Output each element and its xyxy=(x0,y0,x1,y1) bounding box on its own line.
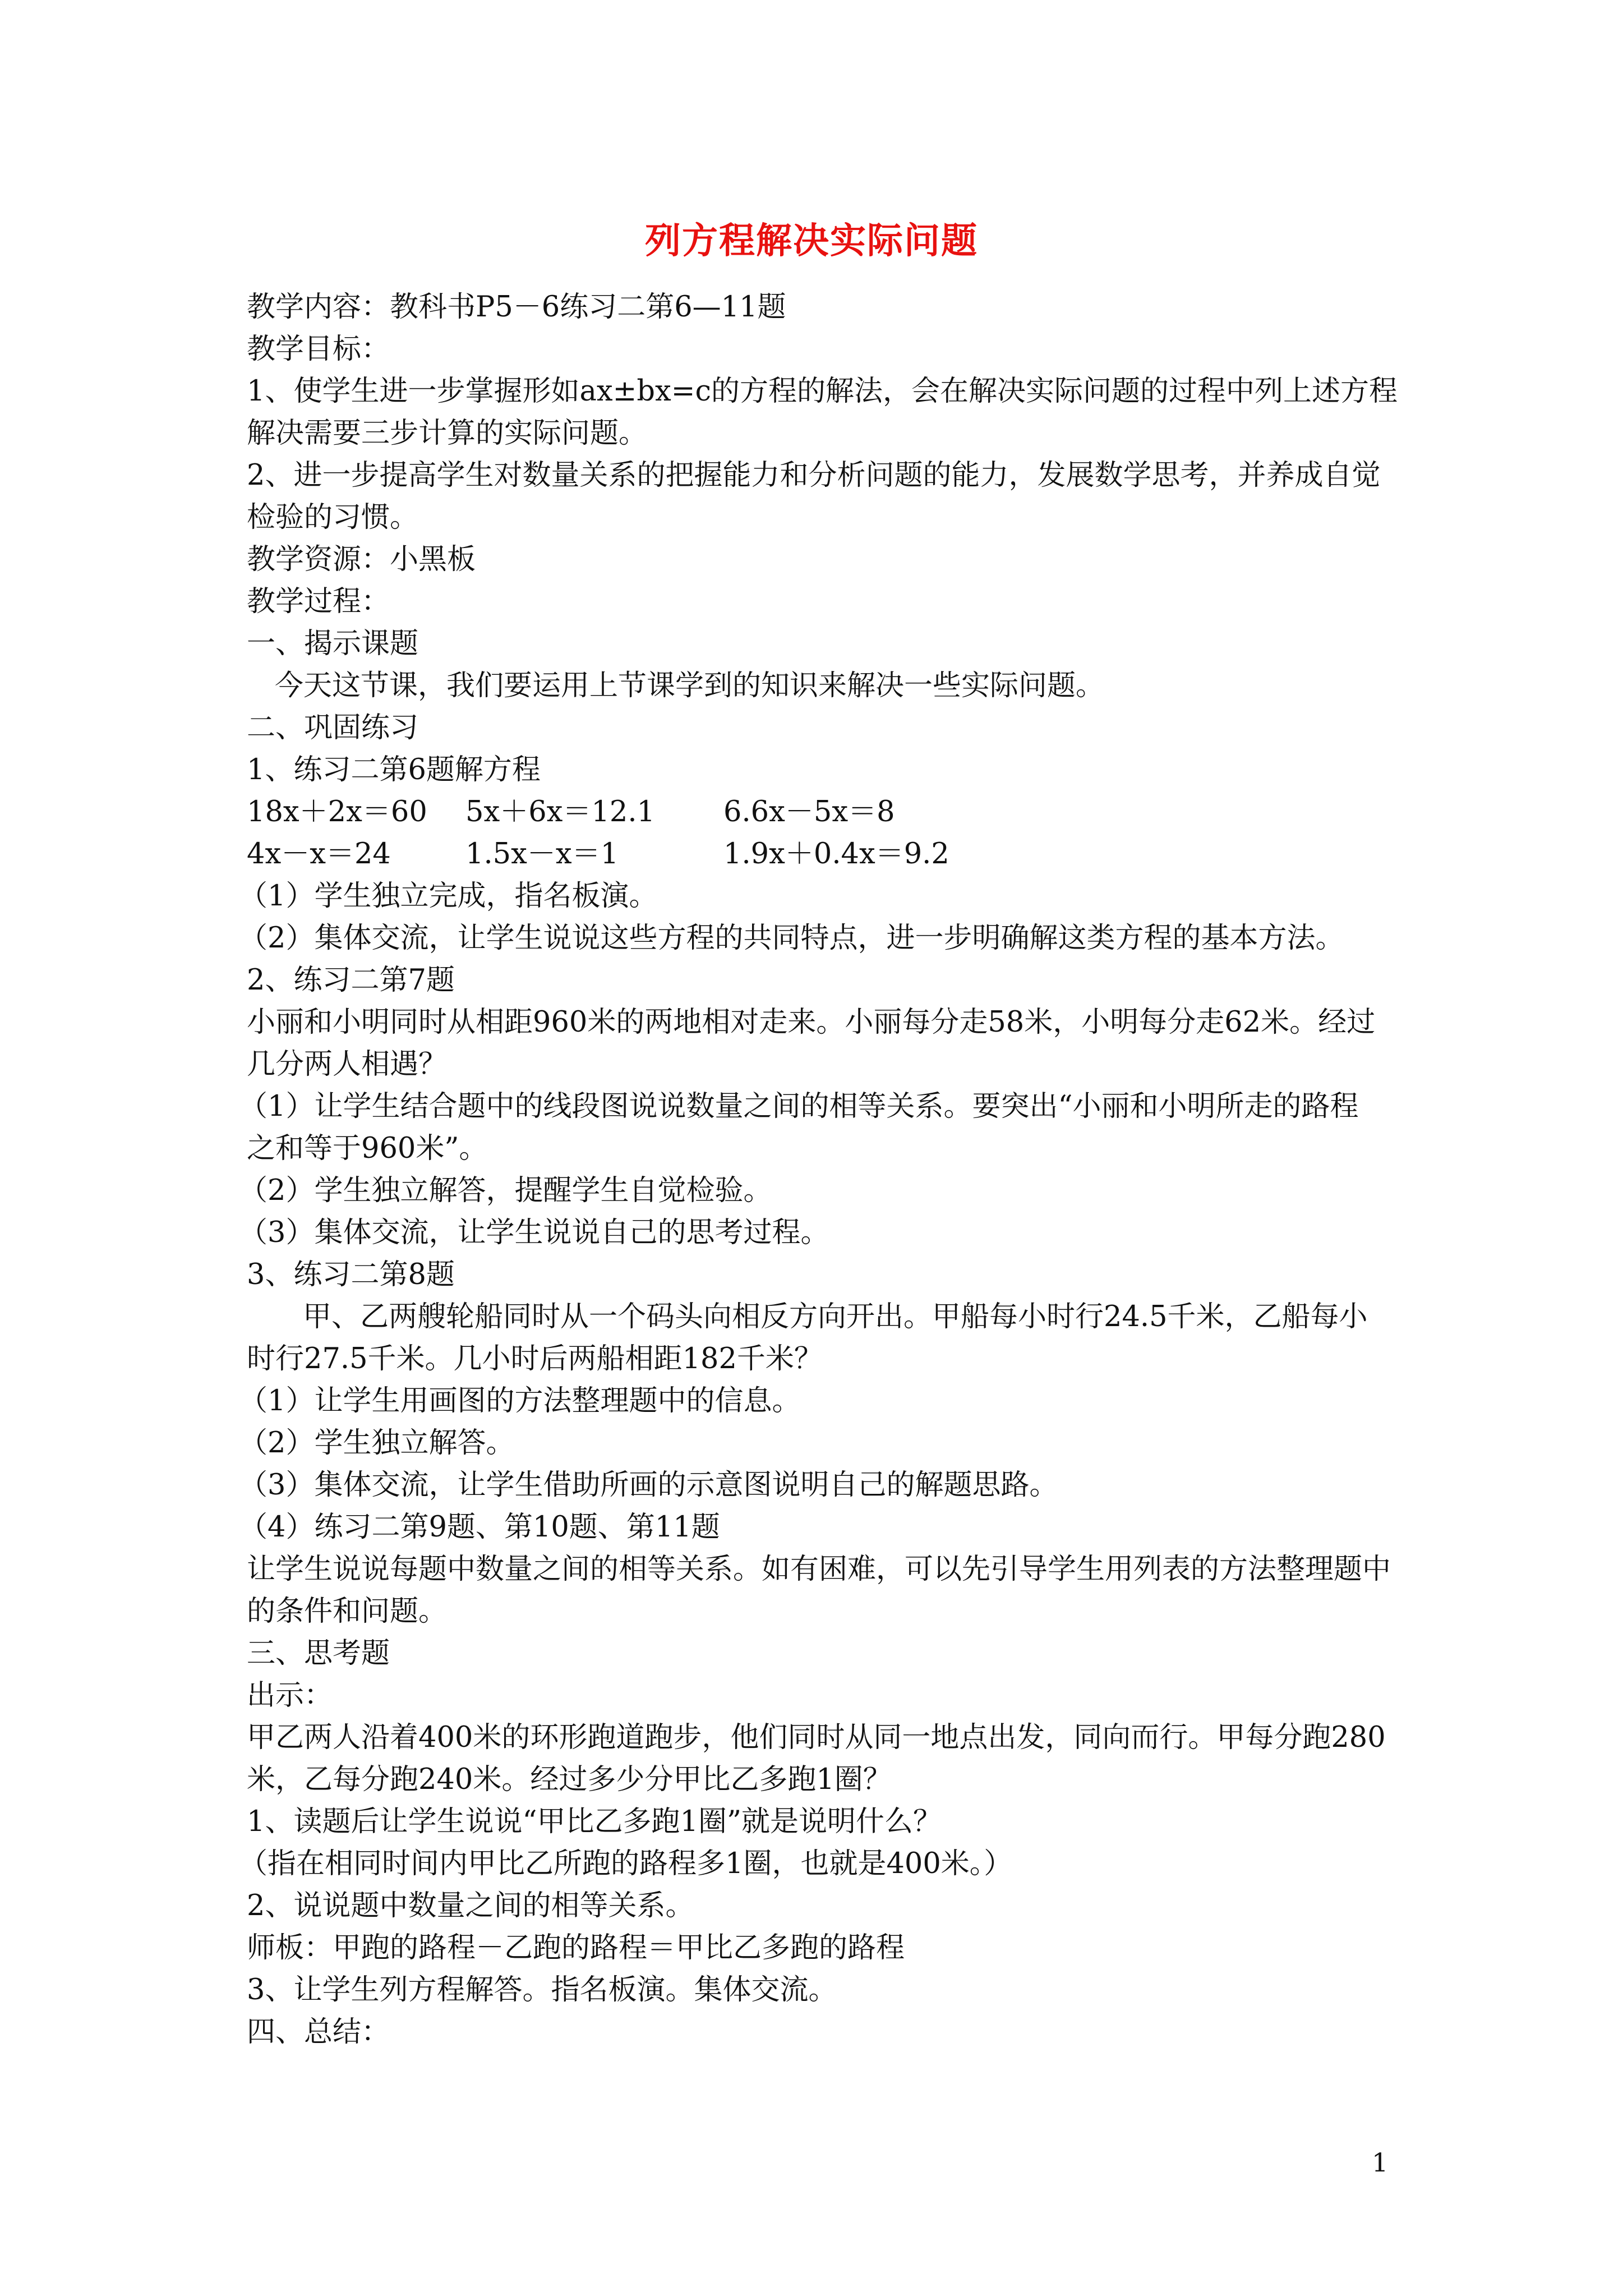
text-line: 几分两人相遇？ xyxy=(247,1048,448,1081)
text-line: 3、让学生列方程解答。指名板演。集体交流。 xyxy=(247,1973,837,2007)
text-line: 教学内容：教科书P5－6练习二第6—11题 xyxy=(247,291,786,324)
text-line: （3）集体交流，让学生借助所画的示意图说明自己的解题思路。 xyxy=(239,1469,1058,1502)
text-line: 时行27.5千米。几小时后两船相距182千米？ xyxy=(247,1342,823,1375)
text-line: （1）学生独立完成，指名板演。 xyxy=(239,880,658,913)
equation: 1.5x－x＝1 xyxy=(465,838,619,871)
document-body xyxy=(239,286,1398,2053)
text-line: （2）学生独立解答，提醒学生自觉检验。 xyxy=(239,1174,772,1207)
text-line: 甲乙两人沿着400米的环形跑道跑步，他们同时从同一地点出发，同向而行。甲每分跑280 xyxy=(247,1721,1386,1754)
text-line: 之和等于960米”。 xyxy=(247,1132,488,1165)
equation: 1.9x＋0.4x＝9.2 xyxy=(723,838,949,871)
text-line: （3）集体交流，让学生说说自己的思考过程。 xyxy=(239,1216,829,1249)
text-line: 3、练习二第8题 xyxy=(247,1258,455,1291)
text-line: 2、练习二第7题 xyxy=(247,964,455,997)
text-line: 教学资源：小黑板 xyxy=(247,543,476,576)
text-line: 师板：甲跑的路程－乙跑的路程＝甲比乙多跑的路程 xyxy=(247,1931,905,1964)
equation-row xyxy=(247,833,1391,875)
equation: 18x＋2x＝60 xyxy=(247,795,427,829)
document-title: 列方程解决实际问题 xyxy=(645,220,978,262)
text-line: 解决需要三步计算的实际问题。 xyxy=(247,417,648,450)
section-heading: 一、揭示课题 xyxy=(247,627,419,660)
equation-row xyxy=(247,791,1391,833)
text-line: （4）练习二第9题、第10题、第11题 xyxy=(239,1511,720,1544)
equation: 6.6x－5x＝8 xyxy=(723,795,895,829)
text-line: 2、说说题中数量之间的相等关系。 xyxy=(247,1889,694,1922)
page-number: 1 xyxy=(1372,2147,1389,2178)
text-line: （1）让学生结合题中的线段图说说数量之间的相等关系。要突出“小丽和小明所走的路程 xyxy=(239,1090,1359,1123)
section-heading: 二、巩固练习 xyxy=(247,711,419,744)
text-line: 1、练习二第6题解方程 xyxy=(247,753,541,786)
text-line: （2）集体交流，让学生说说这些方程的共同特点，进一步明确解这类方程的基本方法。 xyxy=(239,922,1344,955)
text-line: 小丽和小明同时从相距960米的两地相对走来。小丽每分走58米，小明每分走62米。经过 xyxy=(247,1006,1376,1039)
equation: 4x－x＝24 xyxy=(247,838,391,871)
text-line: 1、读题后让学生说说“甲比乙多跑1圈”就是说明什么？ xyxy=(247,1805,942,1838)
text-line: 的条件和问题。 xyxy=(247,1595,448,1628)
text-line: 教学过程： xyxy=(247,585,390,618)
section-heading: 三、思考题 xyxy=(247,1637,390,1670)
text-line: 米，乙每分跑240米。经过多少分甲比乙多跑1圈？ xyxy=(247,1763,892,1796)
text-line: 让学生说说每题中数量之间的相等关系。如有困难，可以先引导学生用列表的方法整理题中 xyxy=(247,1553,1391,1586)
equation: 5x＋6x＝12.1 xyxy=(465,795,655,829)
text-line: 1、使学生进一步掌握形如ax±bx=c的方程的解法，会在解决实际问题的过程中列上述方程 xyxy=(247,375,1398,408)
text-line: （1）让学生用画图的方法整理题中的信息。 xyxy=(239,1384,801,1418)
text-line: 甲、乙两艘轮船同时从一个码头向相反方向开出。甲船每小时行24.5千米，乙船每小 xyxy=(303,1300,1368,1333)
text-line: 教学目标： xyxy=(247,333,390,366)
text-line: （2）学生独立解答。 xyxy=(239,1427,515,1460)
text-line: 2、进一步提高学生对数量关系的把握能力和分析问题的能力，发展数学思考，并养成自觉 xyxy=(247,459,1381,492)
text-line: （指在相同时间内甲比乙所跑的路程多1圈，也就是400米。） xyxy=(239,1847,1013,1880)
text-line: 检验的习惯。 xyxy=(247,501,419,534)
text-line: 出示： xyxy=(247,1679,333,1712)
section-heading: 四、总结： xyxy=(247,2016,390,2049)
text-line: 今天这节课，我们要运用上节课学到的知识来解决一些实际问题。 xyxy=(275,669,1105,702)
